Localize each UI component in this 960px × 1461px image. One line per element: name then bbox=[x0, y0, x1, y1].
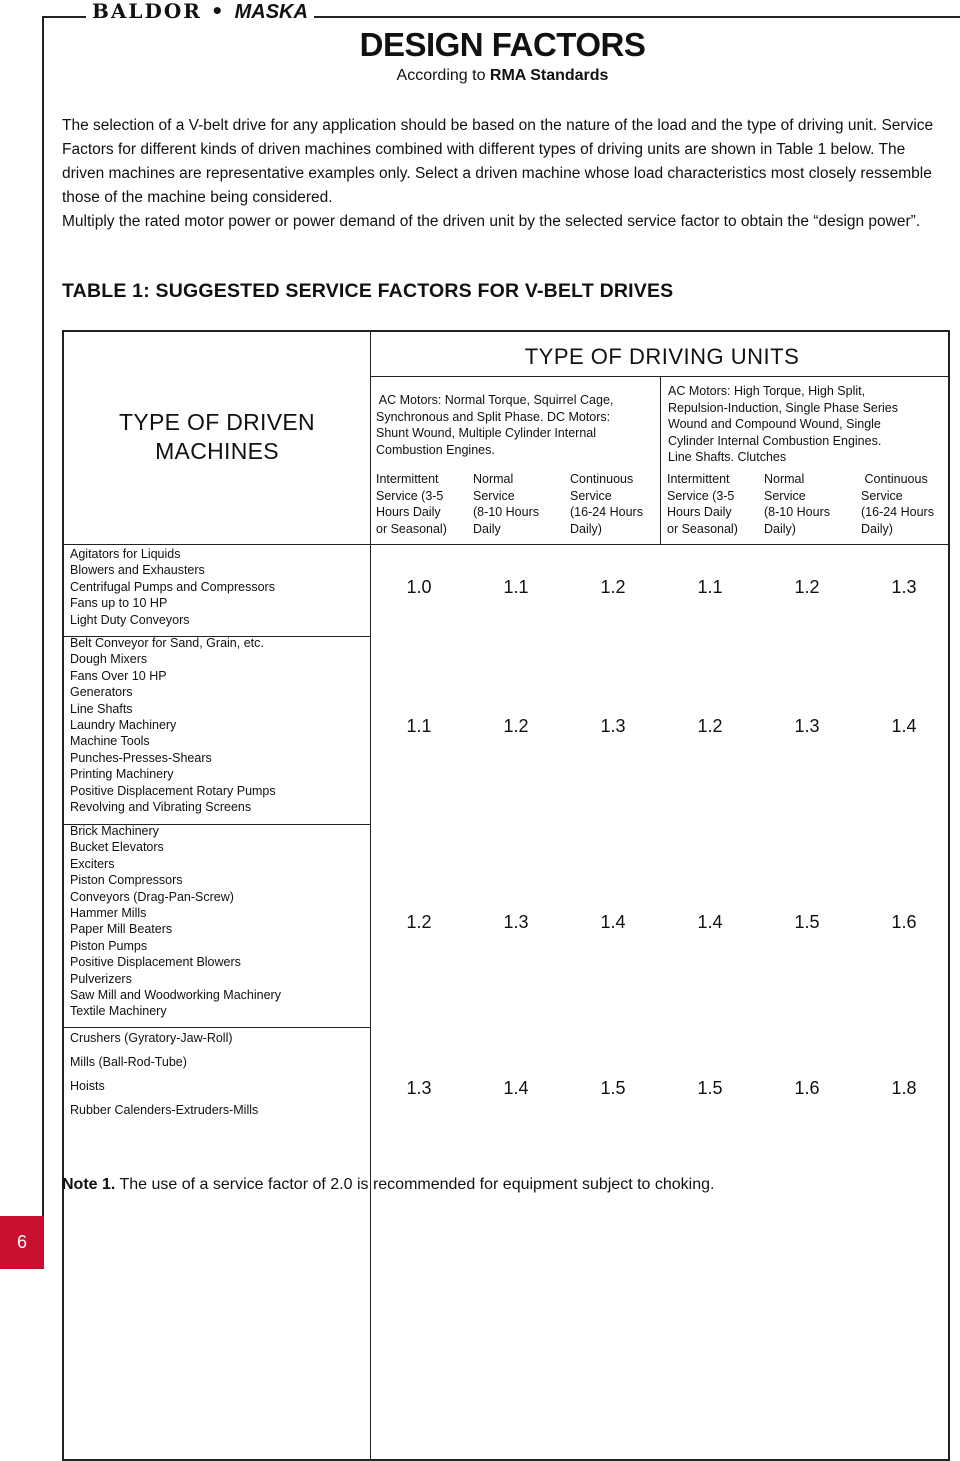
list-item: Conveyors (Drag-Pan-Screw) bbox=[70, 889, 234, 904]
list-item: Line Shafts bbox=[70, 701, 133, 716]
list-item: Pulverizers bbox=[70, 971, 132, 986]
factor-value: 1.4 bbox=[600, 912, 626, 932]
factor-value: 1.8 bbox=[891, 1078, 917, 1098]
service-column-header bbox=[376, 471, 447, 537]
list-item: Crushers (Gyratory-Jaw-Roll) bbox=[70, 1031, 233, 1045]
service-header-line: or Seasonal) bbox=[376, 521, 447, 536]
service-header-line: Hours Daily bbox=[376, 505, 441, 519]
list-item: Positive Displacement Blowers bbox=[70, 955, 241, 970]
page-title: DESIGN FACTORS bbox=[359, 26, 646, 63]
service-column-header bbox=[667, 471, 738, 537]
footnote-label: Note 1. bbox=[62, 1176, 116, 1193]
list-item: Textile Machinery bbox=[70, 1004, 167, 1019]
list-item: Laundry Machinery bbox=[70, 718, 177, 733]
intro-text bbox=[62, 114, 948, 234]
service-header-line: or Seasonal) bbox=[667, 521, 738, 536]
factor-value: 1.3 bbox=[794, 716, 820, 736]
list-item: Hoists bbox=[70, 1079, 105, 1093]
service-header-line: Continuous bbox=[570, 472, 634, 486]
service-header-line: Continuous bbox=[861, 472, 928, 486]
list-item: Mills (Ball-Rod-Tube) bbox=[70, 1055, 187, 1069]
list-item: Piston Pumps bbox=[70, 938, 148, 953]
service-header-line: Daily) bbox=[861, 521, 893, 536]
list-item: Brick Machinery bbox=[70, 824, 159, 838]
motor-desc-line: Cylinder Internal Combustion Engines. bbox=[668, 433, 882, 448]
footnote bbox=[62, 1176, 714, 1194]
list-item: Generators bbox=[70, 685, 133, 700]
list-item: Saw Mill and Woodworking Machinery bbox=[70, 988, 281, 1003]
factor-value: 1.1 bbox=[697, 577, 723, 597]
page-number: 6 bbox=[16, 1232, 27, 1252]
service-header-line: Service bbox=[861, 488, 903, 503]
machine-group-row-2 bbox=[70, 635, 276, 815]
list-item: Bucket Elevators bbox=[70, 840, 164, 855]
service-column-header bbox=[570, 471, 643, 537]
factor-value: 1.3 bbox=[503, 912, 529, 932]
service-column-header bbox=[764, 471, 830, 537]
motor-desc-line: Combustion Engines. bbox=[376, 442, 495, 457]
driven-header-line: MACHINES bbox=[155, 438, 279, 464]
driving-units-header: TYPE OF DRIVING UNITS bbox=[524, 344, 800, 369]
brand-logo-maska: MASKA bbox=[234, 1, 308, 23]
machine-group-row-4 bbox=[70, 1026, 258, 1122]
list-item: Rubber Calenders-Extruders-Mills bbox=[70, 1103, 259, 1117]
service-header-line: (16-24 Hours bbox=[570, 505, 643, 519]
page-number-tab bbox=[0, 1216, 44, 1269]
motor-desc-line: Wound and Compound Wound, Single bbox=[668, 417, 881, 431]
service-header-line: (8-10 Hours bbox=[473, 505, 539, 519]
list-item: Agitators for Liquids bbox=[70, 547, 181, 561]
list-item: Printing Machinery bbox=[70, 767, 174, 782]
service-header-line: Daily) bbox=[570, 521, 602, 536]
service-header-line: Service (3-5 bbox=[667, 488, 735, 503]
factor-value: 1.6 bbox=[794, 1078, 820, 1098]
service-header-line: Intermittent bbox=[667, 472, 730, 486]
subtitle-prefix: According to bbox=[396, 67, 490, 84]
list-item: Belt Conveyor for Sand, Grain, etc. bbox=[70, 636, 264, 650]
list-item: Blowers and Exhausters bbox=[70, 563, 205, 578]
motor-desc-line: Line Shafts. Clutches bbox=[668, 450, 787, 464]
list-item: Dough Mixers bbox=[70, 652, 148, 667]
list-item: Positive Displacement Rotary Pumps bbox=[70, 783, 276, 798]
factor-value: 1.5 bbox=[600, 1078, 626, 1098]
service-column-header bbox=[861, 471, 934, 537]
list-item: Exciters bbox=[70, 856, 115, 871]
factor-value: 1.2 bbox=[406, 912, 432, 932]
intro-paragraph: Multiply the rated motor power or power demand of the driven unit by the selected service factor to obtain the “design power”. bbox=[62, 213, 921, 230]
table-rule bbox=[64, 544, 950, 545]
list-item: Fans Over 10 HP bbox=[70, 668, 167, 683]
service-header-line: Service bbox=[570, 488, 612, 503]
table-rule bbox=[370, 332, 371, 1459]
service-column-header bbox=[473, 471, 539, 537]
list-item: Piston Compressors bbox=[70, 873, 183, 888]
motor-desc-line: AC Motors: High Torque, High Split, bbox=[668, 384, 866, 398]
brand-logo-separator: • bbox=[210, 0, 226, 23]
motor-group-high-torque bbox=[668, 383, 948, 466]
intro-paragraph: The selection of a V-belt drive for any application should be based on the nature of the load and the type of driving unit. Service Factors for different kinds of driven machines combined with different types of driving units are shown in Table 1 below. The driven machines are representative examples only. Select a driven machine whose load characteristics most closely ressemble those of the machine being considered. bbox=[62, 117, 934, 206]
service-header-line: Hours Daily bbox=[667, 505, 732, 519]
factor-value: 1.3 bbox=[406, 1078, 432, 1098]
subtitle-standard: RMA Standards bbox=[489, 67, 609, 84]
driven-header-line: TYPE OF DRIVEN bbox=[119, 409, 315, 435]
table-rule bbox=[660, 376, 661, 544]
list-item: Paper Mill Beaters bbox=[70, 922, 173, 937]
list-item: Punches-Presses-Shears bbox=[70, 750, 212, 765]
motor-group-normal-torque bbox=[376, 392, 658, 458]
list-item: Light Duty Conveyors bbox=[70, 612, 190, 627]
service-header-line: Intermittent bbox=[376, 472, 439, 486]
factor-value: 1.6 bbox=[891, 912, 917, 932]
factor-value: 1.5 bbox=[697, 1078, 723, 1098]
service-header-line: Service bbox=[473, 488, 515, 503]
factor-value: 1.1 bbox=[503, 577, 529, 597]
service-factor-table bbox=[62, 330, 950, 1461]
brand-logo-baldor: BALDOR bbox=[92, 0, 202, 23]
service-header-line: (8-10 Hours bbox=[764, 505, 830, 519]
page-frame-left-rule bbox=[42, 16, 44, 1216]
factor-value: 1.4 bbox=[697, 912, 723, 932]
list-item: Hammer Mills bbox=[70, 906, 147, 921]
service-header-line: (16-24 Hours bbox=[861, 505, 934, 519]
service-header-line: Normal bbox=[764, 472, 805, 486]
list-item: Fans up to 10 HP bbox=[70, 596, 168, 611]
service-header-line: Service (3-5 bbox=[376, 488, 444, 503]
brand-logo bbox=[86, 0, 314, 23]
factor-value: 1.2 bbox=[503, 716, 529, 736]
list-item: Revolving and Vibrating Screens bbox=[70, 800, 252, 815]
service-header-line: Service bbox=[764, 488, 806, 503]
list-item: Machine Tools bbox=[70, 734, 150, 749]
factor-value: 1.2 bbox=[794, 577, 820, 597]
footnote-text: The use of a service factor of 2.0 is recommended for equipment subject to choking. bbox=[115, 1176, 715, 1193]
table-title: TABLE 1: SUGGESTED SERVICE FACTORS FOR V-BELT DRIVES bbox=[62, 280, 674, 302]
page-subtitle bbox=[0, 67, 960, 85]
factor-value: 1.1 bbox=[406, 716, 432, 736]
motor-desc-line: Synchronous and Split Phase. DC Motors: bbox=[376, 409, 611, 424]
motor-desc-line: Shunt Wound, Multiple Cylinder Internal bbox=[376, 426, 597, 440]
service-header-line: Daily bbox=[473, 521, 501, 536]
factor-value: 1.3 bbox=[600, 716, 626, 736]
factor-value: 1.5 bbox=[794, 912, 820, 932]
motor-desc-line: AC Motors: Normal Torque, Squirrel Cage, bbox=[376, 393, 614, 407]
machine-group-row-3 bbox=[70, 823, 281, 1020]
factor-value: 1.4 bbox=[891, 716, 917, 736]
factor-value: 1.4 bbox=[503, 1078, 529, 1098]
driven-machines-header bbox=[64, 408, 370, 466]
factor-value: 1.3 bbox=[891, 577, 917, 597]
motor-desc-line: Repulsion-Induction, Single Phase Series bbox=[668, 400, 898, 415]
machine-group-row-1 bbox=[70, 546, 275, 628]
factor-value: 1.2 bbox=[697, 716, 723, 736]
factor-value: 1.2 bbox=[600, 577, 626, 597]
service-header-line: Daily) bbox=[764, 521, 796, 536]
factor-value: 1.0 bbox=[406, 577, 432, 597]
service-header-line: Normal bbox=[473, 472, 514, 486]
list-item: Centrifugal Pumps and Compressors bbox=[70, 579, 275, 594]
